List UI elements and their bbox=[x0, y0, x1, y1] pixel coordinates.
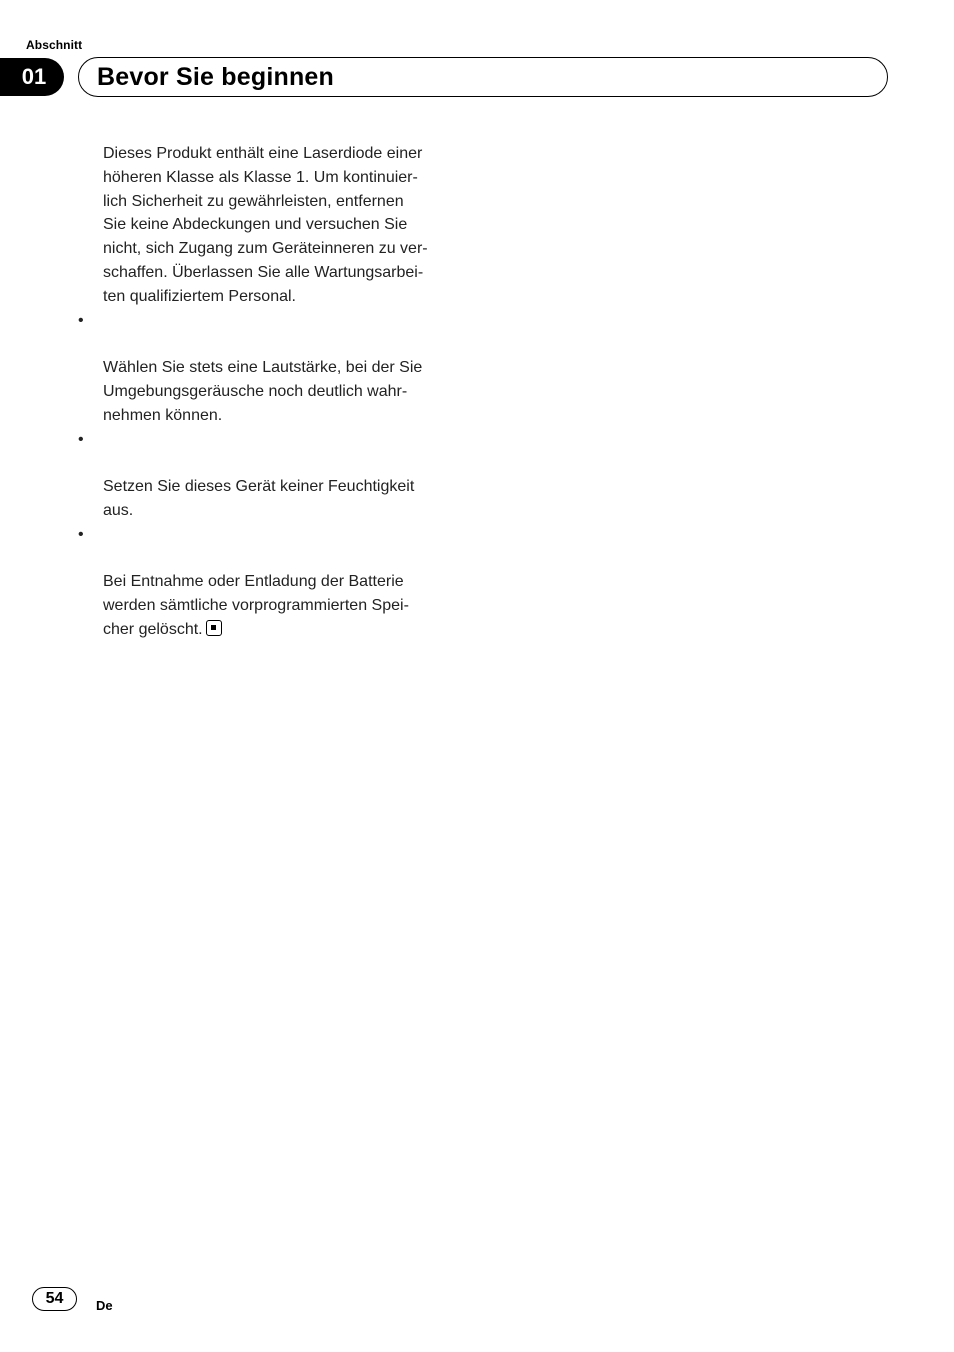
intro-paragraph: Dieses Produkt enthält eine Laserdiode einer höheren Klasse als Klasse 1. Um kontinuier- lich Sicherheit zu gewährleisten, entfernen Sie keine Abdeckungen und versuchen Sie nicht, sich Zugang zum Geräteinneren zu ver- schaffen. Überlassen Sie alle Wartungsarbei- ten qualifiziertem Personal. bbox=[103, 145, 428, 305]
bullet-icon: • bbox=[78, 525, 84, 543]
end-of-section-icon bbox=[206, 620, 222, 636]
list-item bbox=[78, 523, 465, 642]
page-number: 54 bbox=[32, 1287, 77, 1311]
section-number-badge: 01 bbox=[0, 58, 64, 96]
main-content bbox=[78, 142, 465, 642]
list-item-text: Bei Entnahme oder Entladung der Batterie werden sämtliche vorprogrammierten Spei- cher gelöscht. bbox=[103, 573, 409, 638]
bullet-list bbox=[78, 309, 465, 642]
page-title: Bevor Sie beginnen bbox=[97, 63, 334, 91]
list-item-text: Wählen Sie stets eine Lautstärke, bei der Sie Umgebungsgeräusche noch deutlich wahr- nehmen können. bbox=[103, 359, 423, 424]
language-code: De bbox=[96, 1298, 113, 1313]
section-label: Abschnitt bbox=[26, 38, 83, 52]
list-item-text: Setzen Sie dieses Gerät keiner Feuchtigkeit aus. bbox=[103, 478, 415, 519]
bullet-icon: • bbox=[78, 430, 84, 448]
list-item bbox=[78, 309, 465, 428]
list-item bbox=[78, 428, 465, 523]
bullet-icon: • bbox=[78, 311, 84, 329]
